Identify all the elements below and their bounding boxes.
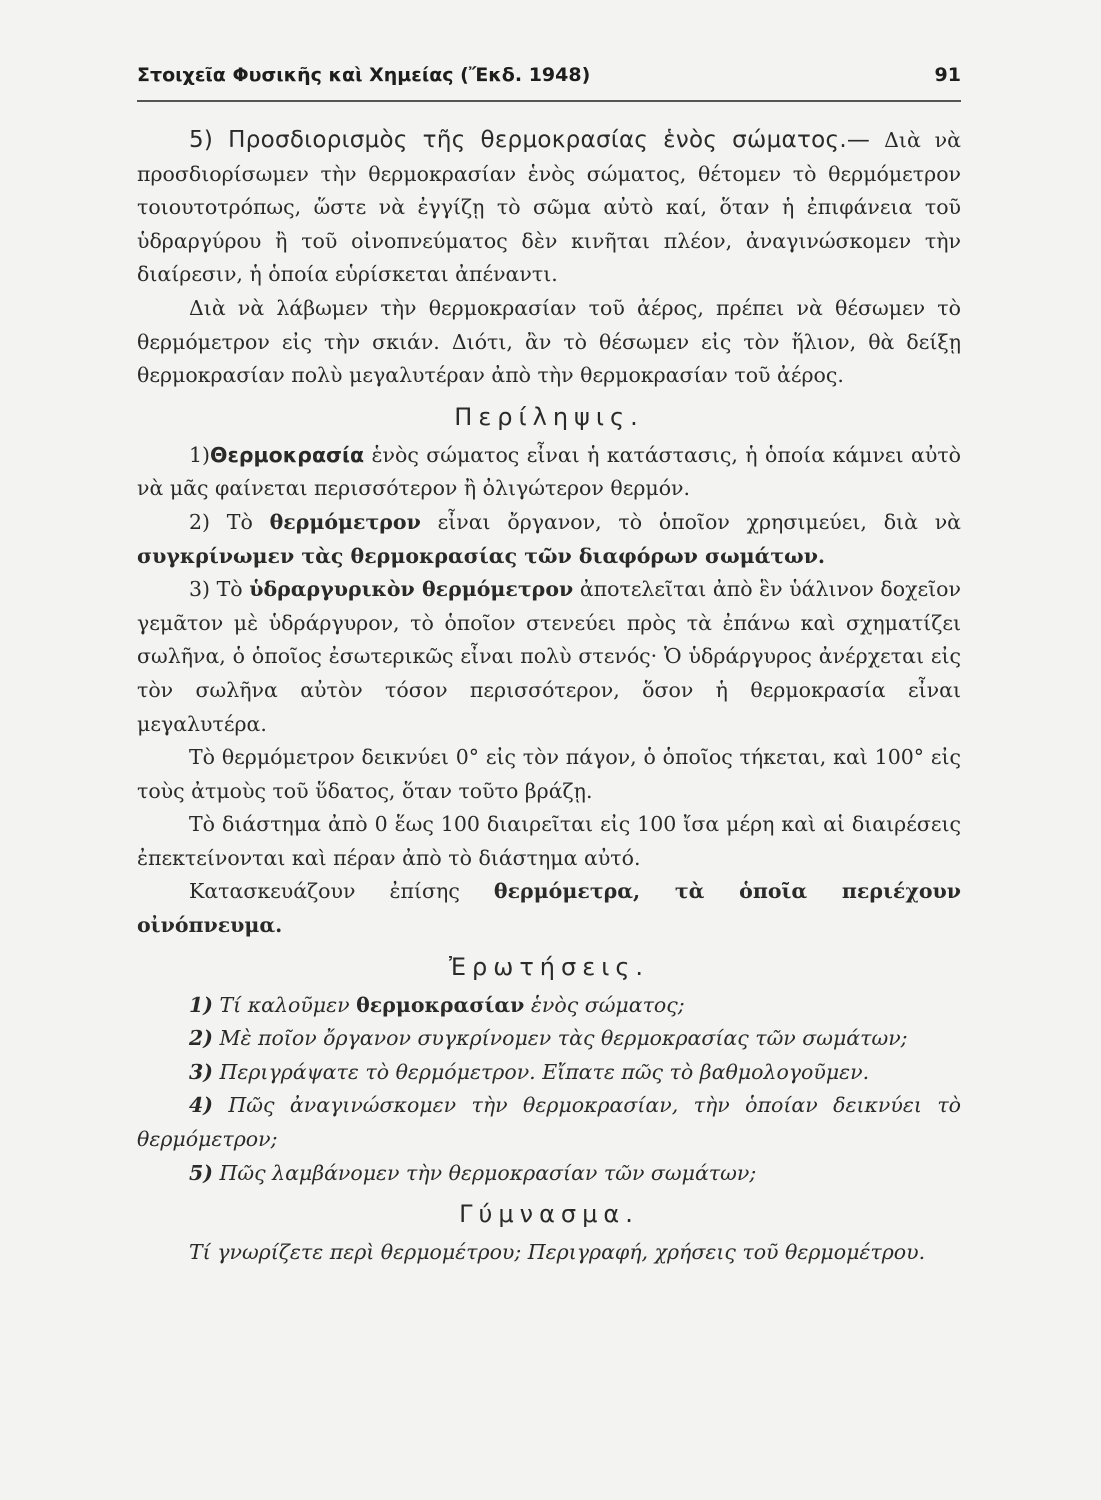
summary-item-1-text: ἑνὸς σώματος εἶναι ἡ κατάστασις, ἡ ὁποία κάμνει αὐτὸ νὰ μᾶς φαίνεται περισσότερον ἢ ὀλιγώτερον θερμόν.	[137, 442, 961, 501]
summary-item-3-start: 3) Τὸ	[189, 577, 250, 602]
question-2-number: 2)	[189, 1026, 213, 1051]
exercise-heading: Γύμνασμα.	[459, 1200, 639, 1229]
summary-item-3-text: ἀποτελεῖται ἀπὸ ἓν ὑάλινον δοχεῖον γεμᾶτον μὲ ὑδράργυρον, τὸ ὁποῖον στενεύει πρὸς τὰ ἐπάνω καὶ σχηματίζει σωλῆνα, ὁ ὁποῖος ἐσωτερικῶς εἶναι πολὺ στενός· Ὁ ὑδράργυρος ἀνέρχεται εἰς τὸν σωλῆνα αὐτὸν τόσον περισσότερον, ὅσον ἡ θερμοκρασία εἶναι μεγαλυτέρα.	[137, 577, 961, 736]
summary-item-3	[137, 573, 961, 741]
question-2-text: Μὲ ποῖον ὄργανον συγκρίνομεν τὰς θερμοκρασίας τῶν σωμάτων;	[212, 1026, 908, 1051]
summary-item-1	[137, 439, 961, 506]
question-3	[137, 1056, 961, 1090]
summary-item-2-term: θερμόμετρον	[269, 509, 421, 534]
summary-heading: Περίληψις.	[454, 402, 644, 431]
summary-item-6	[137, 875, 961, 942]
question-4-text: Πῶς ἀναγινώσκομεν τὴν θερμοκρασίαν, τὴν ὁποίαν δεικνύει τὸ θερμόμετρον;	[137, 1093, 961, 1152]
question-5-number: 5)	[189, 1160, 213, 1185]
question-1-term: θερμοκρασίαν	[356, 992, 525, 1017]
summary-item-6-emph: θερμόμετρα, τὰ ὁποῖα περιέχουν οἰνόπνευμα.	[137, 879, 961, 938]
section-5	[137, 124, 961, 292]
summary-item-2	[137, 506, 961, 573]
section-paragraph-2: Διὰ νὰ λάβωμεν τὴν θερμοκρασίαν τοῦ ἀέρος, πρέπει νὰ θέσωμεν τὸ θερμόμετρον εἰς τὴν σκιάν. Διότι, ἂν τὸ θέσωμεν εἰς τὸν ἥλιον, θὰ δείξῃ θερμοκρασίαν πολὺ μεγαλυτέραν ἀπὸ τὴν θερμοκρασίαν τοῦ ἀέρος.	[137, 295, 961, 388]
header-title: Στοιχεῖα Φυσικῆς καὶ Χημείας (Ἔκδ. 1948)	[137, 64, 591, 86]
question-1	[137, 989, 961, 1023]
running-header	[137, 64, 961, 86]
section-title: 5) Προσδιορισμὸς τῆς θερμοκρασίας ἑνὸς σώματος.—	[189, 127, 871, 153]
question-3-text: Περιγράψατε τὸ θερμόμετρον. Εἴπατε πῶς τὸ βαθμολογοῦμεν.	[212, 1059, 870, 1084]
summary-item-2-mid: εἶναι ὄργανον, τὸ ὁποῖον χρησιμεύει, διὰ νὰ	[420, 509, 961, 534]
summary-item-5: Τὸ διάστημα ἀπὸ 0 ἕως 100 διαιρεῖται εἰς 100 ἴσα μέρη καὶ αἱ διαιρέσεις ἐπεκτείνονται καὶ πέραν ἀπὸ τὸ διάστημα αὐτό.	[137, 812, 961, 870]
question-5-text: Πῶς λαμβάνομεν τὴν θερμοκρασίαν τῶν σωμάτων;	[212, 1160, 757, 1185]
question-4-number: 4)	[189, 1093, 213, 1118]
page-number: 91	[934, 64, 961, 86]
question-5	[137, 1157, 961, 1191]
question-2	[137, 1022, 961, 1056]
summary-item-2-start: 2) Τὸ	[189, 509, 270, 534]
summary-item-3-term: ὑδραργυρικὸν θερμόμετρον	[249, 577, 574, 602]
question-3-number: 3)	[189, 1059, 213, 1084]
body-text	[137, 124, 961, 1270]
question-4	[137, 1089, 961, 1156]
summary-item-6-start: Κατασκευάζουν ἐπίσης	[189, 879, 494, 904]
summary-item-2-emph: συγκρίνωμεν τὰς θερμοκρασίας τῶν διαφόρων σωμάτων.	[137, 543, 826, 568]
summary-item-4: Τὸ θερμόμετρον δεικνύει 0° εἰς τὸν πάγον, ὁ ὁποῖος τήκεται, καὶ 100° εἰς τοὺς ἀτμοὺς τοῦ ὕδατος, ὅταν τοῦτο βράζῃ.	[137, 745, 961, 803]
questions-heading: Ἐρωτήσεις.	[448, 952, 650, 981]
exercise-text: Τί γνωρίζετε περὶ θερμομέτρου; Περιγραφή, χρήσεις τοῦ θερμομέτρου.	[189, 1240, 926, 1265]
question-1-number: 1)	[189, 992, 213, 1017]
question-1-text-b: ἑνὸς σώματος;	[524, 992, 685, 1017]
header-rule	[137, 100, 961, 102]
question-1-text-a: Τί καλοῦμεν	[212, 992, 357, 1017]
summary-item-1-number: 1)	[189, 442, 211, 467]
section-paragraph-1: Διὰ νὰ προσδιορίσωμεν τὴν θερμοκρασίαν ἑνὸς σώματος, θέτομεν τὸ θερμόμετρον τοιουτοτρόπως, ὥστε νὰ ἐγγίζῃ τὸ σῶμα αὐτὸ καί, ὅταν ἡ ἐπιφάνεια τοῦ ὑδραργύρου ἢ τοῦ οἰνοπνεύματος δὲν κινῆται πλέον, ἀναγινώσκομεν τὴν διαίρεσιν, ἡ ὁποία εὑρίσκεται ἀπέναντι.	[137, 128, 961, 287]
summary-item-1-term: Θερμοκρασία	[210, 442, 365, 467]
